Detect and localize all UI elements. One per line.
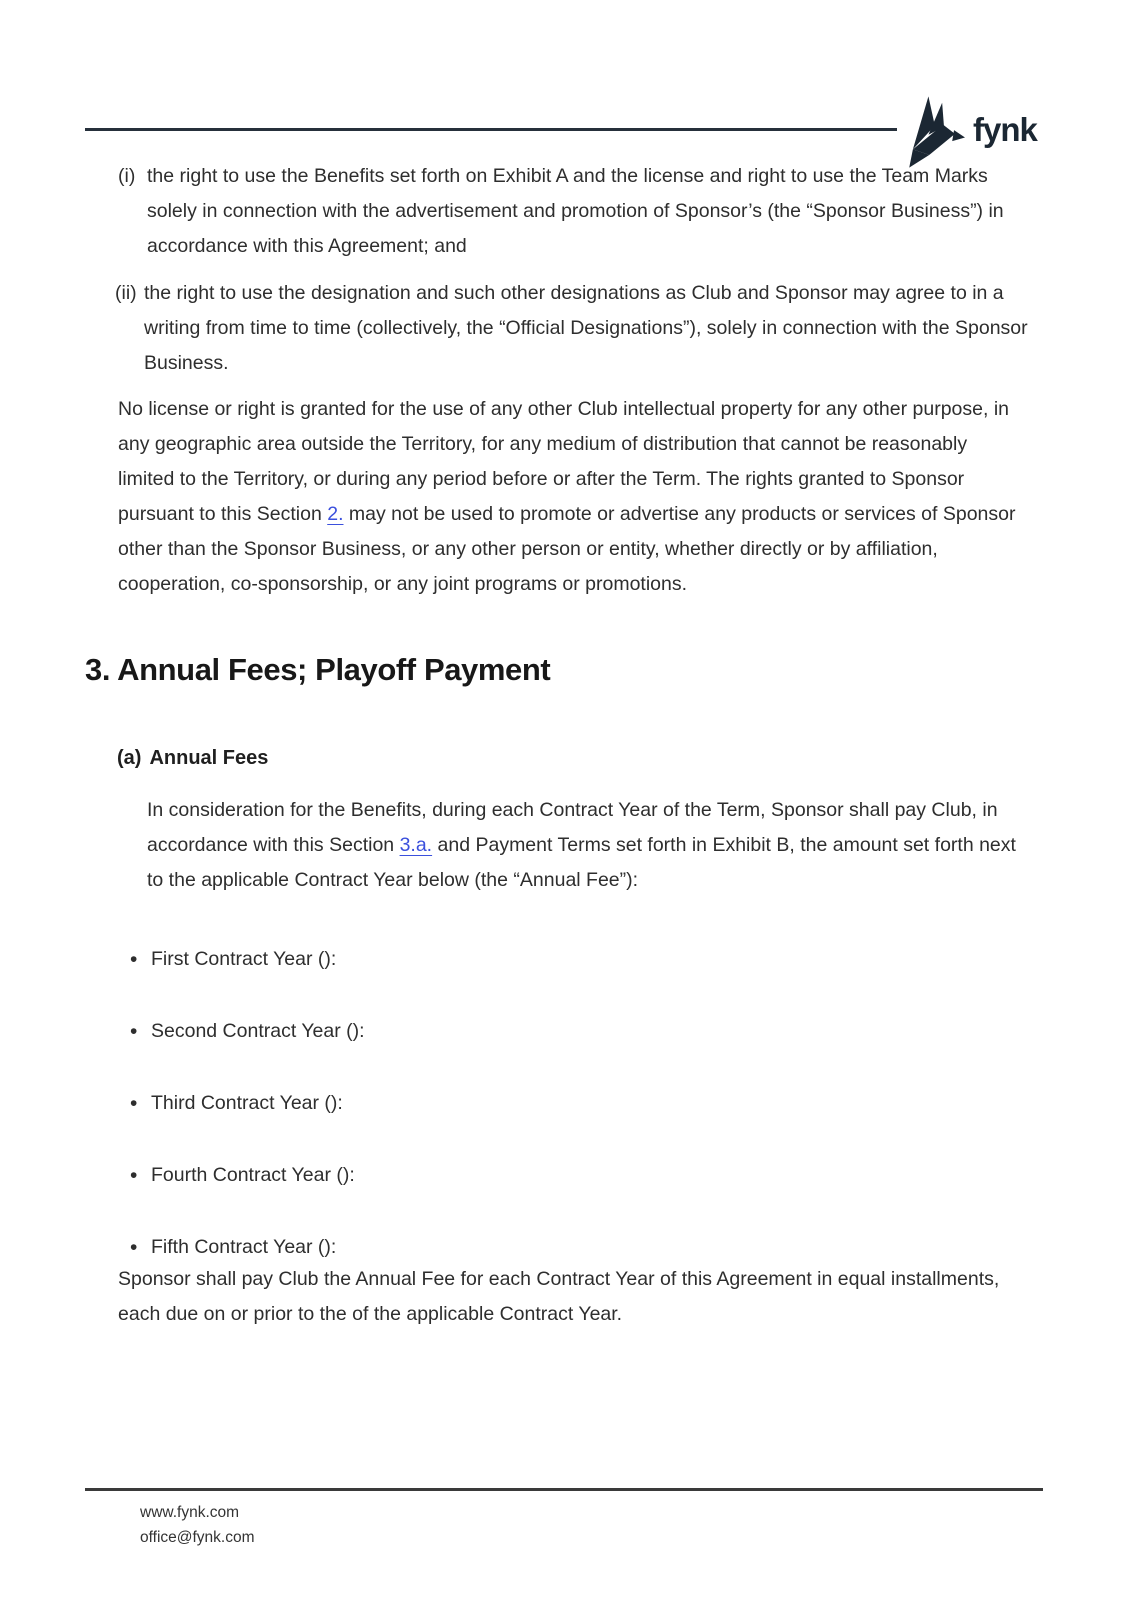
section-2-link[interactable]: 2. [327, 503, 344, 525]
no-license-part2: may not be used to promote or advertise any products or services of Sponsor other than the Sponsor Business, or any other person or entity, whether directly or by affiliation, cooperation, co-sponsorship, or any joint programs or promotions. [118, 503, 1016, 595]
subclause-label: (a) [117, 747, 142, 769]
clause-ii [115, 276, 1042, 381]
brand-logo [901, 96, 1037, 168]
section-heading: 3. Annual Fees; Playoff Payment [85, 652, 551, 687]
clause-ii-text: the right to use the designation and such other designations as Club and Sponsor may agree to in a writing from time to time (collectively, the “Official Designations”), solely in connection with the Sponsor Business. [144, 282, 1028, 374]
intro-part1: In consideration for the Benefits, during each Contract Year of the Term, Sponsor shall pay Club, in accordance with this Section [147, 799, 998, 856]
clause-i-text: the right to use the Benefits set forth on Exhibit A and the license and right to use the Team Marks solely in connection with the advertisement and promotion of Sponsor’s (the “Sponsor Business”) in accordance with this Agreement; and [147, 165, 1004, 257]
fee-item-fourth: • Fourth Contract Year (): [128, 1162, 365, 1189]
header-rule [85, 128, 897, 131]
no-license-part1: No license or right is granted for the use of any other Club intellectual property for any other purpose, in any geographic area outside the Territory, for any medium of distribution that cannot be reasonably limited to the Territory, or during any period before or after the Term. The rights granted to Sponsor pursuant to this Section [118, 398, 1009, 525]
closing-paragraph: Sponsor shall pay Club the Annual Fee for each Contract Year of this Agreement in equal installments, each due on or prior to the of the applicable Contract Year. [118, 1268, 1000, 1325]
intro-paragraph [147, 793, 1017, 898]
clause-i [118, 159, 1042, 264]
clause-ii-label: (ii) [115, 282, 137, 304]
fee-list [128, 946, 365, 1306]
subclause-title: Annual Fees [149, 747, 269, 769]
subclause-heading [117, 747, 268, 770]
fee-item-third: • Third Contract Year (): [128, 1090, 365, 1117]
footer-email: office@fynk.com [140, 1529, 255, 1546]
section-3a-link[interactable]: 3.a. [399, 834, 433, 856]
intro-part2: and Payment Terms set forth in Exhibit B, the amount set forth next to the applicable Contract Year below (the “Annual Fee”): [147, 834, 1016, 891]
footer-website: www.fynk.com [140, 1504, 240, 1521]
footer-rule [85, 1488, 1043, 1491]
brand-wordmark: fynk [973, 110, 1037, 148]
footer [140, 1500, 255, 1550]
no-license-paragraph [118, 392, 1026, 602]
fee-item-second: • Second Contract Year (): [128, 1018, 365, 1045]
fee-item-first: • First Contract Year (): [128, 946, 365, 973]
fee-item-fifth: • Fifth Contract Year (): [128, 1234, 365, 1261]
origami-bird-icon [901, 96, 965, 168]
clause-i-label: (i) [118, 165, 136, 187]
